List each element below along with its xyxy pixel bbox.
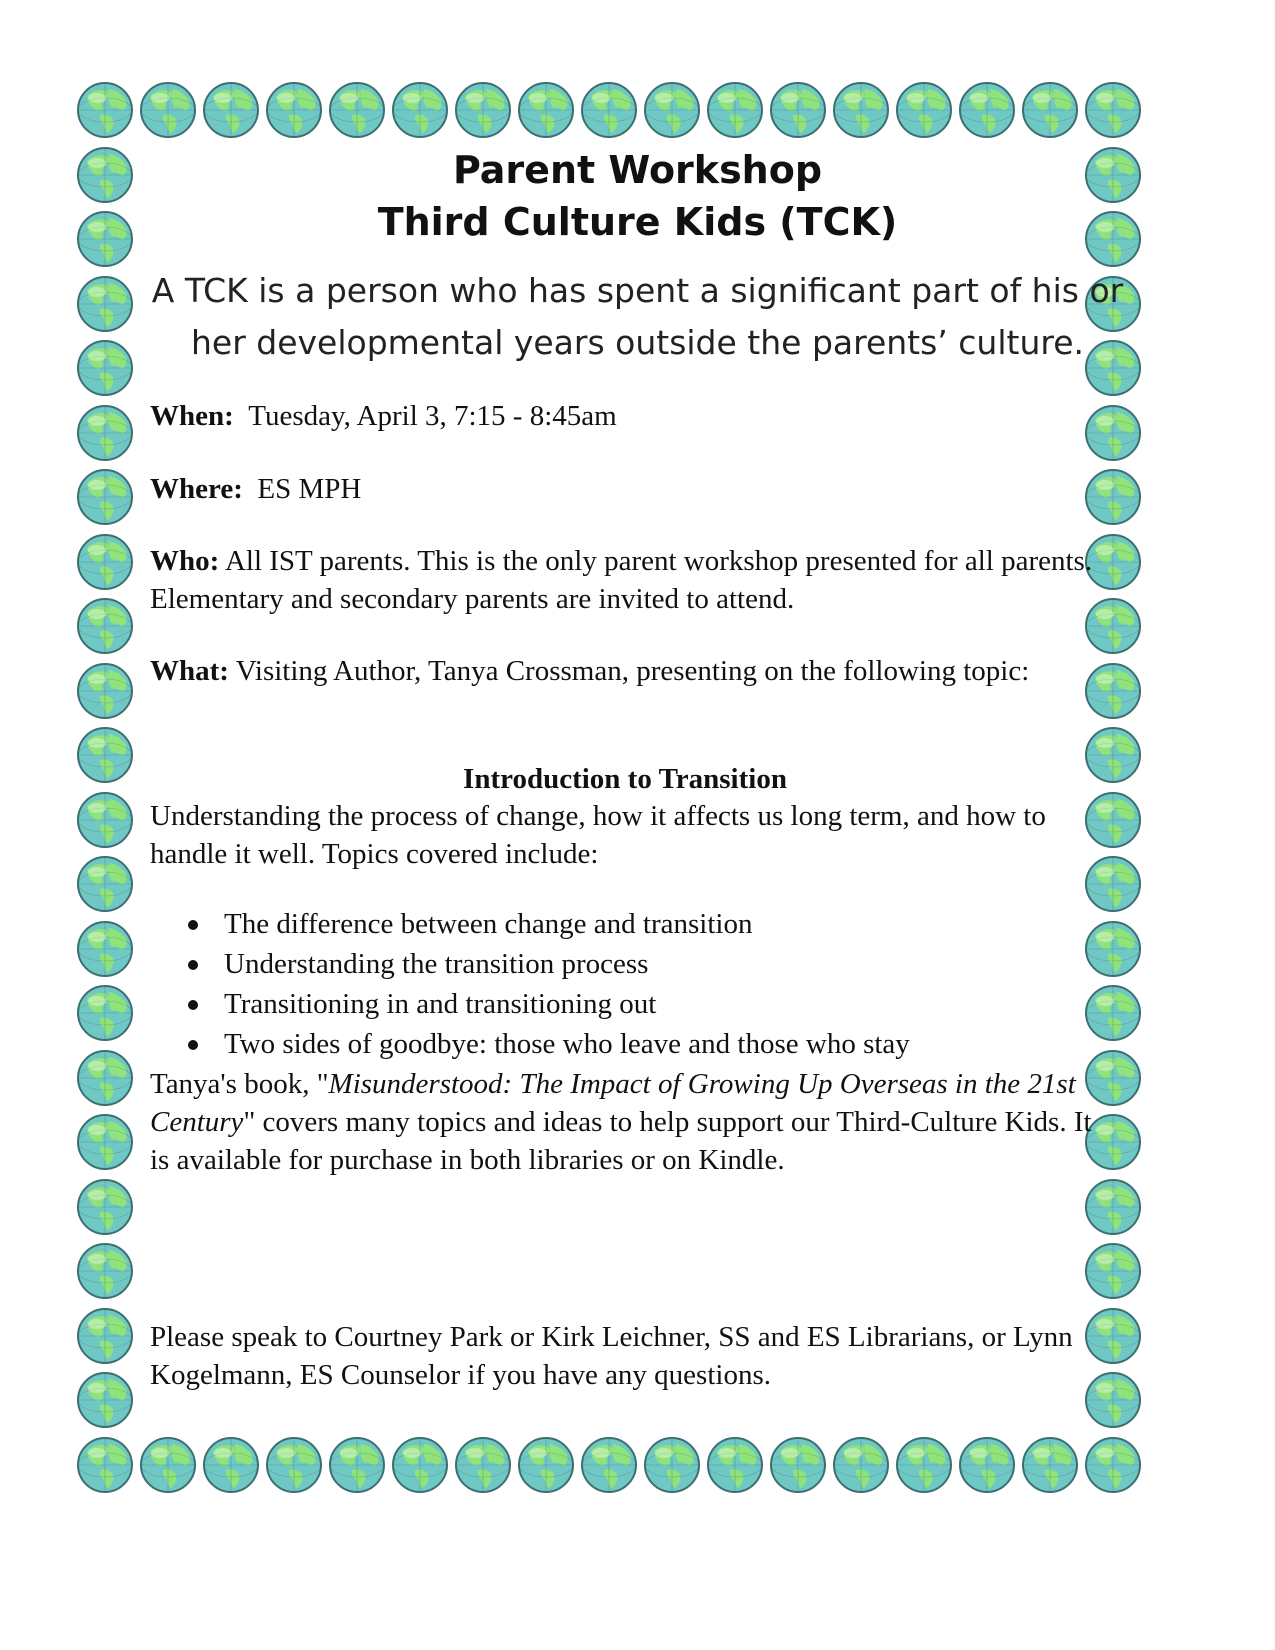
globe-icon <box>1020 80 1080 140</box>
where-line <box>150 470 1100 508</box>
globe-icon <box>1020 1435 1080 1495</box>
who-label: Who: <box>150 545 220 577</box>
globe-icon <box>768 80 828 140</box>
globe-icon <box>768 1435 828 1495</box>
globe-icon <box>831 80 891 140</box>
book-paragraph <box>150 1065 1100 1179</box>
globe-icon <box>1083 80 1143 140</box>
globe-icon <box>894 80 954 140</box>
globe-icon <box>264 1435 324 1495</box>
globe-icon <box>453 1435 513 1495</box>
what-line <box>150 652 1100 690</box>
globe-icon <box>75 661 135 721</box>
globe-icon <box>75 983 135 1043</box>
globe-icon <box>75 854 135 914</box>
workshop-title: Parent Workshop <box>452 148 823 192</box>
globe-icon <box>75 919 135 979</box>
globe-icon <box>75 596 135 656</box>
globe-icon <box>138 1435 198 1495</box>
globe-icon <box>390 1435 450 1495</box>
globe-icon <box>75 274 135 334</box>
globe-icon <box>75 145 135 205</box>
globe-icon <box>1083 1241 1143 1301</box>
contact-paragraph: Please speak to Courtney Park or Kirk Leichner, SS and ES Librarians, or Lynn Kogelmann, ES Counselor if you have any questions. <box>150 1321 1073 1391</box>
globe-icon <box>75 532 135 592</box>
globe-icon <box>705 80 765 140</box>
globe-icon <box>75 725 135 785</box>
globe-icon <box>75 1048 135 1108</box>
globe-icon <box>75 1306 135 1366</box>
globe-icon <box>642 1435 702 1495</box>
when-value: Tuesday, April 3, 7:15 - 8:45am <box>248 400 617 432</box>
globe-icon <box>1083 1177 1143 1237</box>
globe-icon <box>75 790 135 850</box>
session-description: Understanding the process of change, how it affects us long term, and how to handle it well. Topics covered include: <box>150 800 1046 870</box>
list-item: Two sides of goodbye: those who leave and those who stay <box>224 1024 1174 1064</box>
globe-icon <box>831 1435 891 1495</box>
when-line <box>150 397 1100 435</box>
globe-icon <box>957 1435 1017 1495</box>
globe-icon <box>642 80 702 140</box>
book-suffix: " covers many topics and ideas to help support our Third-Culture Kids. It is available for purchase in both libraries or on Kindle. <box>150 1106 1092 1176</box>
globe-icon <box>453 80 513 140</box>
where-value: ES MPH <box>257 473 362 505</box>
globe-icon <box>264 80 324 140</box>
when-label: When: <box>150 400 234 432</box>
globe-icon <box>516 1435 576 1495</box>
list-item: Understanding the transition process <box>224 944 1174 984</box>
who-value: All IST parents. This is the only parent workshop presented for all parents. Elementary and secondary parents are invited to attend. <box>150 545 1093 615</box>
globe-icon <box>390 80 450 140</box>
session-heading: Introduction to Transition <box>463 763 787 795</box>
globe-icon <box>579 1435 639 1495</box>
globe-icon <box>201 80 261 140</box>
globe-icon <box>75 80 135 140</box>
globe-icon <box>75 338 135 398</box>
globe-icon <box>75 1241 135 1301</box>
what-label: What: <box>150 655 229 687</box>
globe-icon <box>705 1435 765 1495</box>
globe-icon <box>75 1370 135 1430</box>
book-prefix: Tanya's book, " <box>150 1068 329 1100</box>
topics-list <box>150 904 1174 1064</box>
globe-icon <box>327 1435 387 1495</box>
who-line <box>150 542 1100 618</box>
book-title: Misunderstood: The Impact of Growing Up Overseas in the 21st Century <box>150 1068 1076 1138</box>
globe-icon <box>75 1177 135 1237</box>
globe-icon <box>579 80 639 140</box>
what-value: Visiting Author, Tanya Crossman, presenting on the following topic: <box>235 655 1030 687</box>
globe-icon <box>75 1435 135 1495</box>
globe-icon <box>516 80 576 140</box>
globe-icon <box>1083 1435 1143 1495</box>
globe-icon <box>957 80 1017 140</box>
list-item: Transitioning in and transitioning out <box>224 984 1174 1024</box>
globe-icon <box>75 209 135 269</box>
globe-icon <box>75 467 135 527</box>
globe-icon <box>327 80 387 140</box>
globe-icon <box>201 1435 261 1495</box>
globe-icon <box>138 80 198 140</box>
list-item: The difference between change and transition <box>224 904 1174 944</box>
globe-icon <box>75 403 135 463</box>
globe-icon <box>894 1435 954 1495</box>
globe-icon <box>75 1112 135 1172</box>
tck-definition: A TCK is a person who has spent a significant part of his or her developmental years outside the parents’ culture. <box>151 271 1124 362</box>
where-label: Where: <box>150 473 243 505</box>
workshop-subtitle: Third Culture Kids (TCK) <box>377 200 898 244</box>
